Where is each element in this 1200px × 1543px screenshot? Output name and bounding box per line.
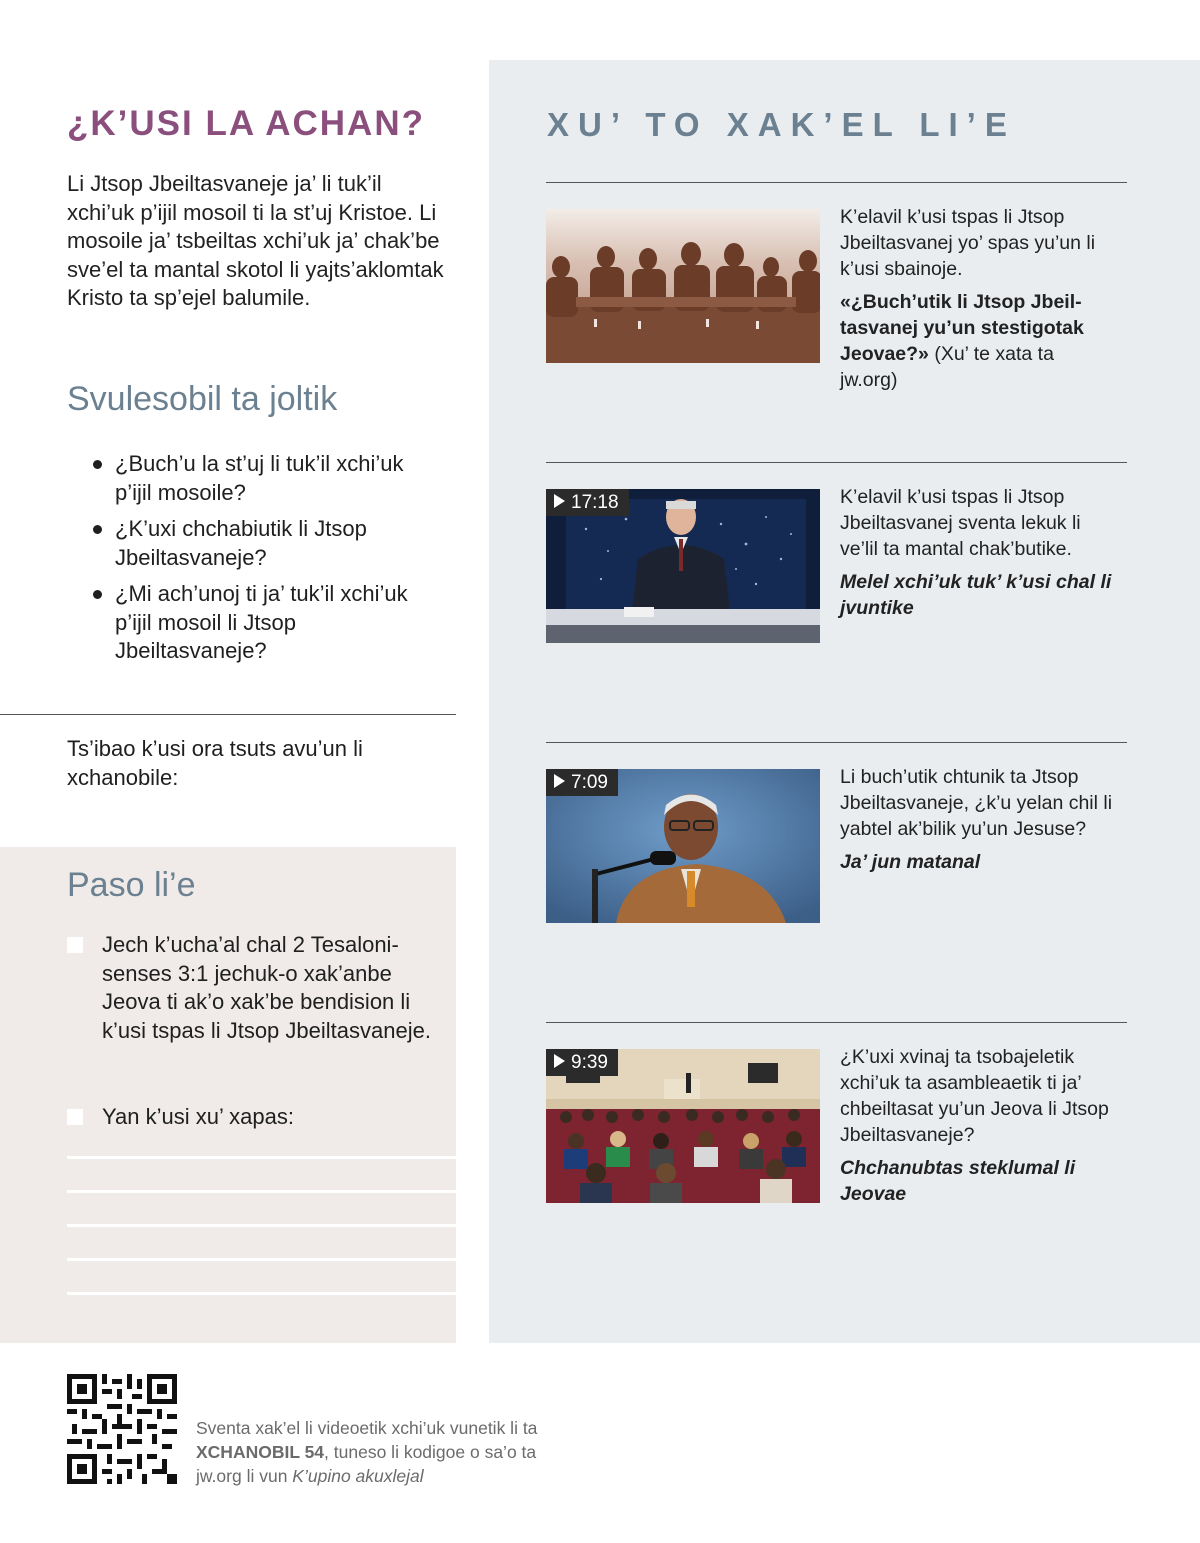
completion-date-prompt: Ts’ibao k’usi ora tsuts avu’un li xchanobile: xyxy=(67,736,363,790)
intro-paragraph: Li Jtsop Jbeiltasvaneje ja’ li tuk’il xchi’uk p’ijil mosoil ti la st’uj Kristoe. Li mosoile ja’ tsbeiltas xchi’uk ja’ chak’be sve’el ta mantal skotol li yajts’aklomtak Kristo ta sp’ejel balumile. xyxy=(67,171,444,310)
write-line[interactable] xyxy=(67,1224,456,1227)
video-thumbnail[interactable] xyxy=(546,489,820,643)
duration-text: 9:39 xyxy=(571,1052,608,1073)
write-line[interactable] xyxy=(67,1190,456,1193)
task-item xyxy=(67,931,437,1045)
video-duration-badge xyxy=(546,769,618,796)
resource-text xyxy=(840,204,1115,400)
list-item xyxy=(90,515,430,572)
play-icon xyxy=(554,494,565,508)
task-item xyxy=(67,1103,437,1132)
video-link[interactable]: Melel xchi’uk tuk’ k’usi chal li jvuntike xyxy=(840,571,1112,619)
play-icon xyxy=(554,774,565,788)
qr-code-icon[interactable] xyxy=(67,1374,177,1484)
list-item xyxy=(90,580,430,666)
resource-divider xyxy=(546,182,1127,183)
resources-heading: XU’ TO XAK’EL LI’E xyxy=(547,106,1016,143)
bullet-icon xyxy=(93,525,102,534)
video-thumbnail[interactable] xyxy=(546,1049,820,1203)
resource-description: ¿K’uxi xvinaj ta tsobajeletik xchi’uk ta asambleaetik ti ja’ chbeiltasat yu’un Jeova li Jtsop Jbeiltasvaneje? xyxy=(840,1046,1109,1146)
video-duration-badge xyxy=(546,489,629,516)
resource-divider xyxy=(546,742,1127,743)
write-line[interactable] xyxy=(67,1156,456,1159)
question-text: ¿Buch’u la st’uj li tuk’il xchi’uk p’ijil mosoile? xyxy=(115,451,404,505)
task-text: Yan k’usi xu’ xapas: xyxy=(102,1104,294,1129)
brochure-title: K’upino akuxlejal xyxy=(292,1466,424,1486)
resource-divider xyxy=(546,1022,1127,1023)
article-link[interactable]: «¿Buch’utik li Jtsop Jbeiltasvanej yu’un stestigotak Jeovae?» xyxy=(840,291,1084,365)
footer-text-part: Sventa xak’el li videoetik xchi’uk vunetik li ta xyxy=(196,1418,538,1438)
governing-body-silhouette-image xyxy=(546,209,820,363)
resource-text xyxy=(840,764,1115,882)
list-item xyxy=(90,450,430,507)
footer-note xyxy=(196,1416,556,1488)
action-box xyxy=(0,847,456,1343)
duration-text: 7:09 xyxy=(571,772,608,793)
write-line[interactable] xyxy=(67,1258,456,1261)
video-duration-badge xyxy=(546,1049,618,1076)
video-link[interactable]: Chchanubtas steklumal li Jeovae xyxy=(840,1157,1076,1205)
question-text: ¿Mi ach’unoj ti ja’ tuk’il xchi’uk p’ijil mosoil li Jtsop Jbeiltasvaneje? xyxy=(115,581,408,663)
task-text: Jech k’ucha’al chal 2 Tesalonisenses 3:1 jechuk-o xak’anbe Jeova ti ak’o xak’be bendision li k’usi tspas li Jtsop Jbeiltasvaneje. xyxy=(102,932,431,1043)
checkbox-icon[interactable] xyxy=(67,1109,83,1125)
write-line[interactable] xyxy=(67,1292,456,1295)
bullet-icon xyxy=(93,590,102,599)
duration-text: 17:18 xyxy=(571,492,619,513)
article-thumbnail[interactable] xyxy=(546,209,820,363)
resource-description: K’elavil k’usi tspas li Jtsop Jbeiltasvanej yo’ spas yu’un li k’usi sbainoje. xyxy=(840,206,1096,280)
question-text: ¿K’uxi chchabiutik li Jtsop Jbeiltasvaneje? xyxy=(115,516,367,570)
play-icon xyxy=(554,1054,565,1068)
review-questions xyxy=(90,450,430,674)
checkbox-icon[interactable] xyxy=(67,937,83,953)
bullet-icon xyxy=(93,460,102,469)
resource-description: Li buch’utik chtunik ta Jtsop Jbeiltasvaneje, ¿k’u yelan chil li yabtel ak’bilik yu’un Jesuse? xyxy=(840,766,1113,840)
lesson-number: XCHANOBIL 54 xyxy=(196,1442,325,1462)
resource-description: K’elavil k’usi tspas li Jtsop Jbeiltasvanej sventa lekuk li ve’lil ta mantal chak’butike. xyxy=(840,486,1081,560)
link-note: (Xu’ te xata ta jw.org) xyxy=(840,343,1054,391)
footer-text-part: , tuneso li kodigoe o sa’o ta jw.org li vun xyxy=(196,1442,537,1486)
review-heading: Svulesobil ta joltik xyxy=(67,380,338,418)
lesson-title: ¿K’USI LA ACHAN? xyxy=(67,104,425,143)
resource-text xyxy=(840,484,1115,628)
video-link[interactable]: Ja’ jun matanal xyxy=(840,851,981,873)
resource-text xyxy=(840,1044,1115,1214)
resource-divider xyxy=(546,462,1127,463)
action-heading: Paso li’e xyxy=(67,866,196,904)
video-thumbnail[interactable] xyxy=(546,769,820,923)
section-divider xyxy=(0,714,456,715)
